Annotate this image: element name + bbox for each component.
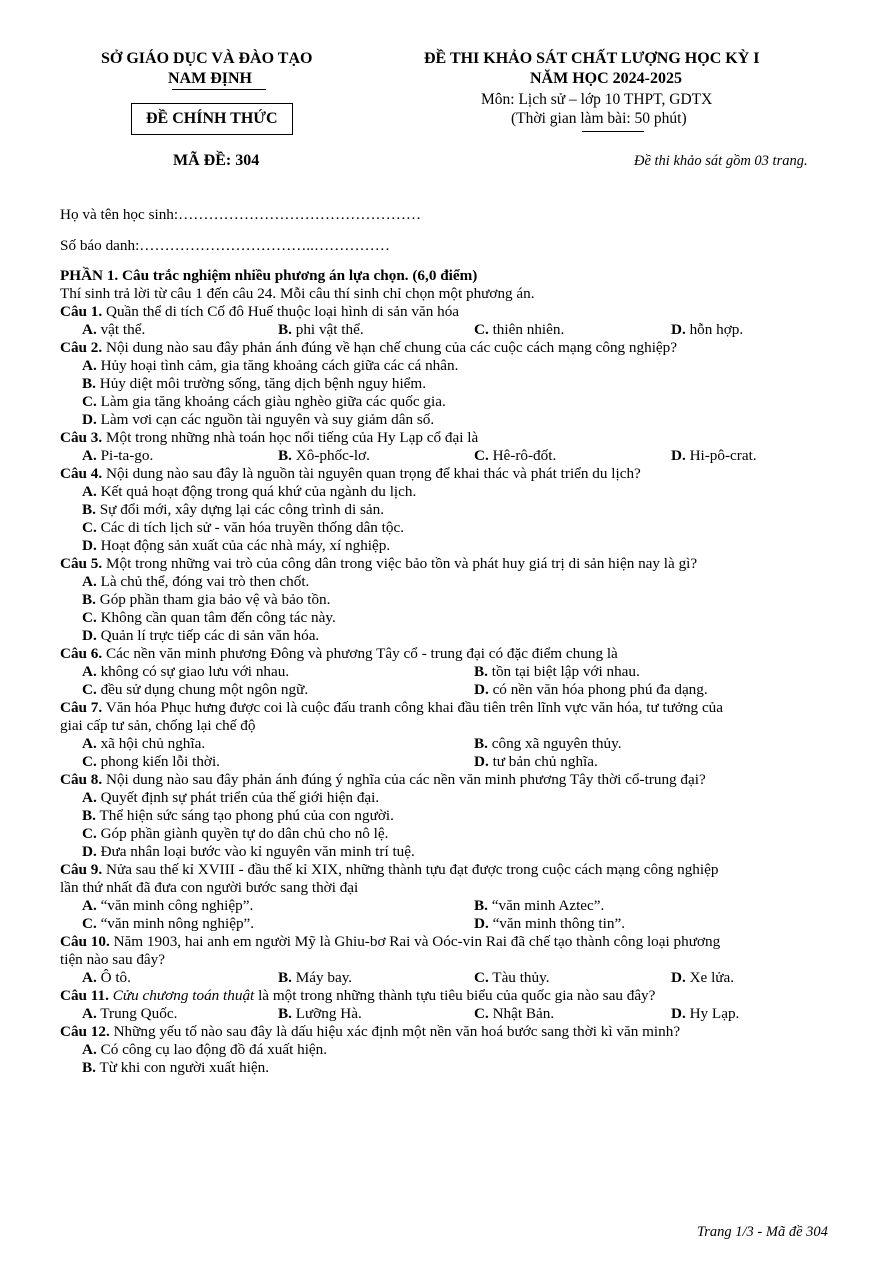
question-number: Câu 6.	[60, 645, 103, 662]
text-span: Hy Lạp.	[685, 1005, 740, 1022]
option-label: B.	[278, 969, 292, 986]
option-label: D.	[671, 1005, 686, 1022]
text-span: Kết quả hoạt động trong quá khứ của ngành du lịch.	[96, 483, 417, 500]
student-id-line: Số báo danh:……………………………..……………	[60, 237, 390, 254]
question-number: Câu 9.	[60, 861, 103, 878]
exam-code: MÃ ĐỀ: 304	[173, 152, 260, 169]
time-line: (Thời gian làm bài: 50 phút)	[511, 110, 687, 127]
q3-option-b	[278, 447, 370, 464]
q6-option-c	[82, 681, 308, 698]
option-label: C.	[82, 825, 97, 842]
option-label: C.	[474, 447, 489, 464]
text-span: Làm vơi cạn các nguồn tài nguyên và suy giảm dân số.	[96, 411, 435, 428]
option-label: D.	[671, 969, 686, 986]
question-number: Câu 12.	[60, 1023, 110, 1040]
q9-option-d	[474, 915, 625, 932]
province-name: NAM ĐỊNH	[168, 70, 252, 87]
q6-option-a	[82, 663, 289, 680]
option-label: C.	[474, 1005, 489, 1022]
option-label: B.	[82, 807, 96, 824]
q10-option-a	[82, 969, 131, 986]
q2-option-a	[82, 357, 458, 374]
text-span: Hoạt động sản xuất của các nhà máy, xí nghiệp.	[96, 537, 391, 554]
q6-option-b	[474, 663, 640, 680]
question-5	[60, 555, 697, 572]
q11-option-b	[278, 1005, 362, 1022]
text-span: Quản lí trực tiếp các di sản văn hóa.	[96, 627, 320, 644]
text-span: Từ khi con người xuất hiện.	[95, 1059, 270, 1076]
option-label: C.	[82, 753, 97, 770]
option-label: B.	[474, 897, 488, 914]
q3-option-a	[82, 447, 153, 464]
text-span: Trung Quốc.	[96, 1005, 178, 1022]
option-label: C.	[82, 681, 97, 698]
q5-option-c	[82, 609, 336, 626]
q2-option-d	[82, 411, 434, 428]
question-number: Câu 4.	[60, 465, 103, 482]
option-label: D.	[82, 843, 97, 860]
q10-option-b	[278, 969, 352, 986]
subject-line: Môn: Lịch sử – lớp 10 THPT, GDTX	[481, 91, 713, 108]
province-underline	[172, 89, 266, 90]
option-label: A.	[82, 1005, 97, 1022]
option-label: A.	[82, 663, 97, 680]
text-span: Một trong những vai trò của công dân trong việc bảo tồn và phát huy giá trị di sản hiện nay là gì?	[102, 555, 698, 572]
option-label: A.	[82, 969, 97, 986]
page-footer: Trang 1/3 - Mã đề 304	[697, 1224, 828, 1240]
text-span: tư bản chủ nghĩa.	[488, 753, 598, 770]
exam-title: ĐỀ THI KHẢO SÁT CHẤT LƯỢNG HỌC KỲ I	[424, 50, 760, 67]
q2-option-c	[82, 393, 446, 410]
text-span: phi vật thể.	[291, 321, 364, 338]
text-span: Đưa nhân loại bước vào kỉ nguyên văn minh trí tuệ.	[96, 843, 415, 860]
text-span: Lưỡng Hà.	[291, 1005, 362, 1022]
q10-option-d	[671, 969, 734, 986]
book-title: Cửu chương toán thuật	[112, 987, 255, 1004]
text-span: Văn hóa Phục hưng được coi là cuộc đấu tranh công khai đầu tiên trên lĩnh vực văn hóa, tư tưởng của	[102, 699, 724, 716]
q6-option-d	[474, 681, 708, 698]
text-span: Sự đổi mới, xây dựng lại các công trình di sản.	[95, 501, 385, 518]
question-11	[60, 987, 655, 1004]
q4-option-d	[82, 537, 390, 554]
q7-option-a	[82, 735, 205, 752]
q7-option-b	[474, 735, 622, 752]
text-span: Máy bay.	[291, 969, 353, 986]
q8-option-a	[82, 789, 379, 806]
option-label: D.	[82, 537, 97, 554]
text-span: Những yếu tố nào sau đây là dấu hiệu xác định một nền văn hoá bước sang thời kì văn minh?	[109, 1023, 681, 1040]
option-label: D.	[82, 627, 97, 644]
option-label: D.	[474, 915, 489, 932]
text-span: Nội dung nào sau đây là nguồn tài nguyên quan trọng để khai thác và phát triển du lịch?	[102, 465, 641, 482]
question-10	[60, 933, 720, 950]
option-label: D.	[671, 321, 686, 338]
option-label: B.	[278, 1005, 292, 1022]
q7-option-c	[82, 753, 220, 770]
question-12	[60, 1023, 680, 1040]
q1-option-c	[474, 321, 564, 338]
school-year: NĂM HỌC 2024-2025	[530, 70, 682, 87]
text-span: Có công cụ lao động đồ đá xuất hiện.	[96, 1041, 328, 1058]
question-8	[60, 771, 706, 788]
question-6	[60, 645, 618, 662]
option-label: D.	[671, 447, 686, 464]
option-label: A.	[82, 357, 97, 374]
option-label: C.	[82, 393, 97, 410]
q12-option-b	[82, 1059, 269, 1076]
text-span: Hủy diệt môi trường sống, tăng dịch bệnh nguy hiểm.	[95, 375, 427, 392]
text-span: Một trong những nhà toán học nổi tiếng của Hy Lạp cổ đại là	[102, 429, 479, 446]
option-label: B.	[278, 321, 292, 338]
q8-option-d	[82, 843, 415, 860]
question-9-cont: lần thứ nhất đã đưa con người bước sang thời đại	[60, 879, 359, 896]
q12-option-a	[82, 1041, 327, 1058]
text-span: Hê-rô-đốt.	[488, 447, 557, 464]
text-span: Là chủ thể, đóng vai trò then chốt.	[96, 573, 310, 590]
q9-option-b	[474, 897, 604, 914]
option-label: B.	[474, 735, 488, 752]
option-label: A.	[82, 321, 97, 338]
text-span: Hi-pô-crat.	[685, 447, 757, 464]
option-label: A.	[82, 1041, 97, 1058]
text-span: Góp phần tham gia bảo vệ và bảo tồn.	[95, 591, 331, 608]
text-span: Năm 1903, hai anh em người Mỹ là Ghiu-bơ Rai và Oóc-vin Rai đã chế tạo thành công loại phương	[109, 933, 721, 950]
option-label: D.	[82, 411, 97, 428]
question-number: Câu 1.	[60, 303, 103, 320]
text-span: phong kiến lỗi thời.	[96, 753, 220, 770]
text-span: Không cần quan tâm đến công tác này.	[96, 609, 336, 626]
text-span: không có sự giao lưu với nhau.	[96, 663, 290, 680]
question-2	[60, 339, 677, 356]
q5-option-b	[82, 591, 330, 608]
part1-instruction: Thí sinh trả lời từ câu 1 đến câu 24. Mỗi câu thí sinh chỉ chọn một phương án.	[60, 285, 535, 302]
q5-option-a	[82, 573, 309, 590]
text-span: Ô tô.	[96, 969, 131, 986]
q2-option-b	[82, 375, 426, 392]
option-label: C.	[82, 609, 97, 626]
pages-note: Đề thi khảo sát gồm 03 trang.	[634, 153, 808, 169]
text-span: Góp phần giành quyền tự do dân chủ cho nô lệ.	[96, 825, 389, 842]
text-span: Nội dung nào sau đây phản ánh đúng ý nghĩa của các nền văn minh phương Tây thời cổ-trung đại?	[102, 771, 706, 788]
q7-option-d	[474, 753, 598, 770]
q9-option-a	[82, 897, 253, 914]
q8-option-b	[82, 807, 394, 824]
text-span: xã hội chủ nghĩa.	[96, 735, 206, 752]
text-span: Nhật Bản.	[488, 1005, 555, 1022]
text-span: Nửa sau thế kỉ XVIII - đầu thế kỉ XIX, những thành tựu đạt được trong cuộc cách mạng công nghiệp	[102, 861, 719, 878]
question-number: Câu 8.	[60, 771, 103, 788]
text-span: Làm gia tăng khoảng cách giàu nghèo giữa các quốc gia.	[96, 393, 446, 410]
option-label: D.	[474, 753, 489, 770]
text-span: Tàu thủy.	[488, 969, 550, 986]
text-span: thiên nhiên.	[488, 321, 565, 338]
question-10-cont: tiện nào sau đây?	[60, 951, 166, 968]
option-label: C.	[474, 321, 489, 338]
q10-option-c	[474, 969, 550, 986]
q8-option-c	[82, 825, 388, 842]
q9-option-c	[82, 915, 254, 932]
q3-option-c	[474, 447, 556, 464]
official-exam-box: ĐỀ CHÍNH THỨC	[131, 103, 293, 135]
text-span: đều sử dụng chung một ngôn ngữ.	[96, 681, 309, 698]
text-span: “văn minh Aztec”.	[487, 897, 605, 914]
text-span: công xã nguyên thủy.	[487, 735, 622, 752]
text-span: Hủy hoại tình cảm, gia tăng khoảng cách giữa các cá nhân.	[96, 357, 459, 374]
text-span: hỗn hợp.	[685, 321, 744, 338]
question-9	[60, 861, 718, 878]
text-span: là một trong những thành tựu tiêu biểu của quốc gia nào sau đây?	[254, 987, 656, 1004]
question-3	[60, 429, 478, 446]
text-span: Thể hiện sức sáng tạo phong phú của con người.	[95, 807, 394, 824]
option-label: C.	[82, 519, 97, 536]
option-label: B.	[82, 501, 96, 518]
q1-option-b	[278, 321, 364, 338]
question-7-cont: giai cấp tư sản, chống lại chế độ	[60, 717, 256, 734]
question-number: Câu 2.	[60, 339, 103, 356]
text-span: Xe lửa.	[685, 969, 735, 986]
option-label: B.	[82, 1059, 96, 1076]
text-span: Quyết định sự phát triển của thế giới hiện đại.	[96, 789, 380, 806]
text-span: “văn minh công nghiệp”.	[96, 897, 254, 914]
option-label: A.	[82, 735, 97, 752]
q4-option-c	[82, 519, 404, 536]
part1-title: PHẦN 1. Câu trắc nghiệm nhiều phương án lựa chọn. (6,0 điểm)	[60, 267, 478, 284]
q11-option-a	[82, 1005, 177, 1022]
q3-option-d	[671, 447, 757, 464]
option-label: A.	[82, 897, 97, 914]
option-label: C.	[474, 969, 489, 986]
text-span: Xô-phốc-lơ.	[291, 447, 370, 464]
question-number: Câu 3.	[60, 429, 103, 446]
question-text: Quần thể di tích Cố đô Huế thuộc loại hình di sản văn hóa	[102, 303, 460, 320]
q1-option-d	[671, 321, 743, 338]
question-7	[60, 699, 723, 716]
q5-option-d	[82, 627, 319, 644]
question-number: Câu 10.	[60, 933, 110, 950]
option-label: A.	[82, 789, 97, 806]
option-label: A.	[82, 573, 97, 590]
text-span: vật thể.	[96, 321, 146, 338]
q1-option-a	[82, 321, 145, 338]
option-label: D.	[474, 681, 489, 698]
question-number: Câu 7.	[60, 699, 103, 716]
text-span: Các nền văn minh phương Đông và phương Tây cổ - trung đại có đặc điểm chung là	[102, 645, 618, 662]
option-label: B.	[278, 447, 292, 464]
question-number: Câu 11.	[60, 987, 109, 1004]
text-span: Pi-ta-go.	[96, 447, 154, 464]
q11-option-d	[671, 1005, 739, 1022]
student-name-line: Họ và tên học sinh:…………………………………………	[60, 206, 422, 223]
option-label: B.	[82, 375, 96, 392]
question-1	[60, 303, 459, 320]
text-span: “văn minh thông tin”.	[488, 915, 626, 932]
option-label: A.	[82, 483, 97, 500]
q11-option-c	[474, 1005, 554, 1022]
time-underline	[582, 131, 644, 132]
option-label: B.	[474, 663, 488, 680]
q4-option-a	[82, 483, 416, 500]
text-span: có nền văn hóa phong phú đa dạng.	[488, 681, 708, 698]
option-label: A.	[82, 447, 97, 464]
text-span: tồn tại biệt lập với nhau.	[487, 663, 640, 680]
question-number: Câu 5.	[60, 555, 103, 572]
option-label: C.	[82, 915, 97, 932]
question-4	[60, 465, 641, 482]
q4-option-b	[82, 501, 384, 518]
text-span: Nội dung nào sau đây phản ánh đúng về hạn chế chung của các cuộc cách mạng công nghiệp?	[102, 339, 678, 356]
text-span: Các di tích lịch sử - văn hóa truyền thống dân tộc.	[96, 519, 405, 536]
option-label: B.	[82, 591, 96, 608]
text-span: “văn minh nông nghiệp”.	[96, 915, 255, 932]
department-name: SỞ GIÁO DỤC VÀ ĐÀO TẠO	[101, 50, 313, 67]
